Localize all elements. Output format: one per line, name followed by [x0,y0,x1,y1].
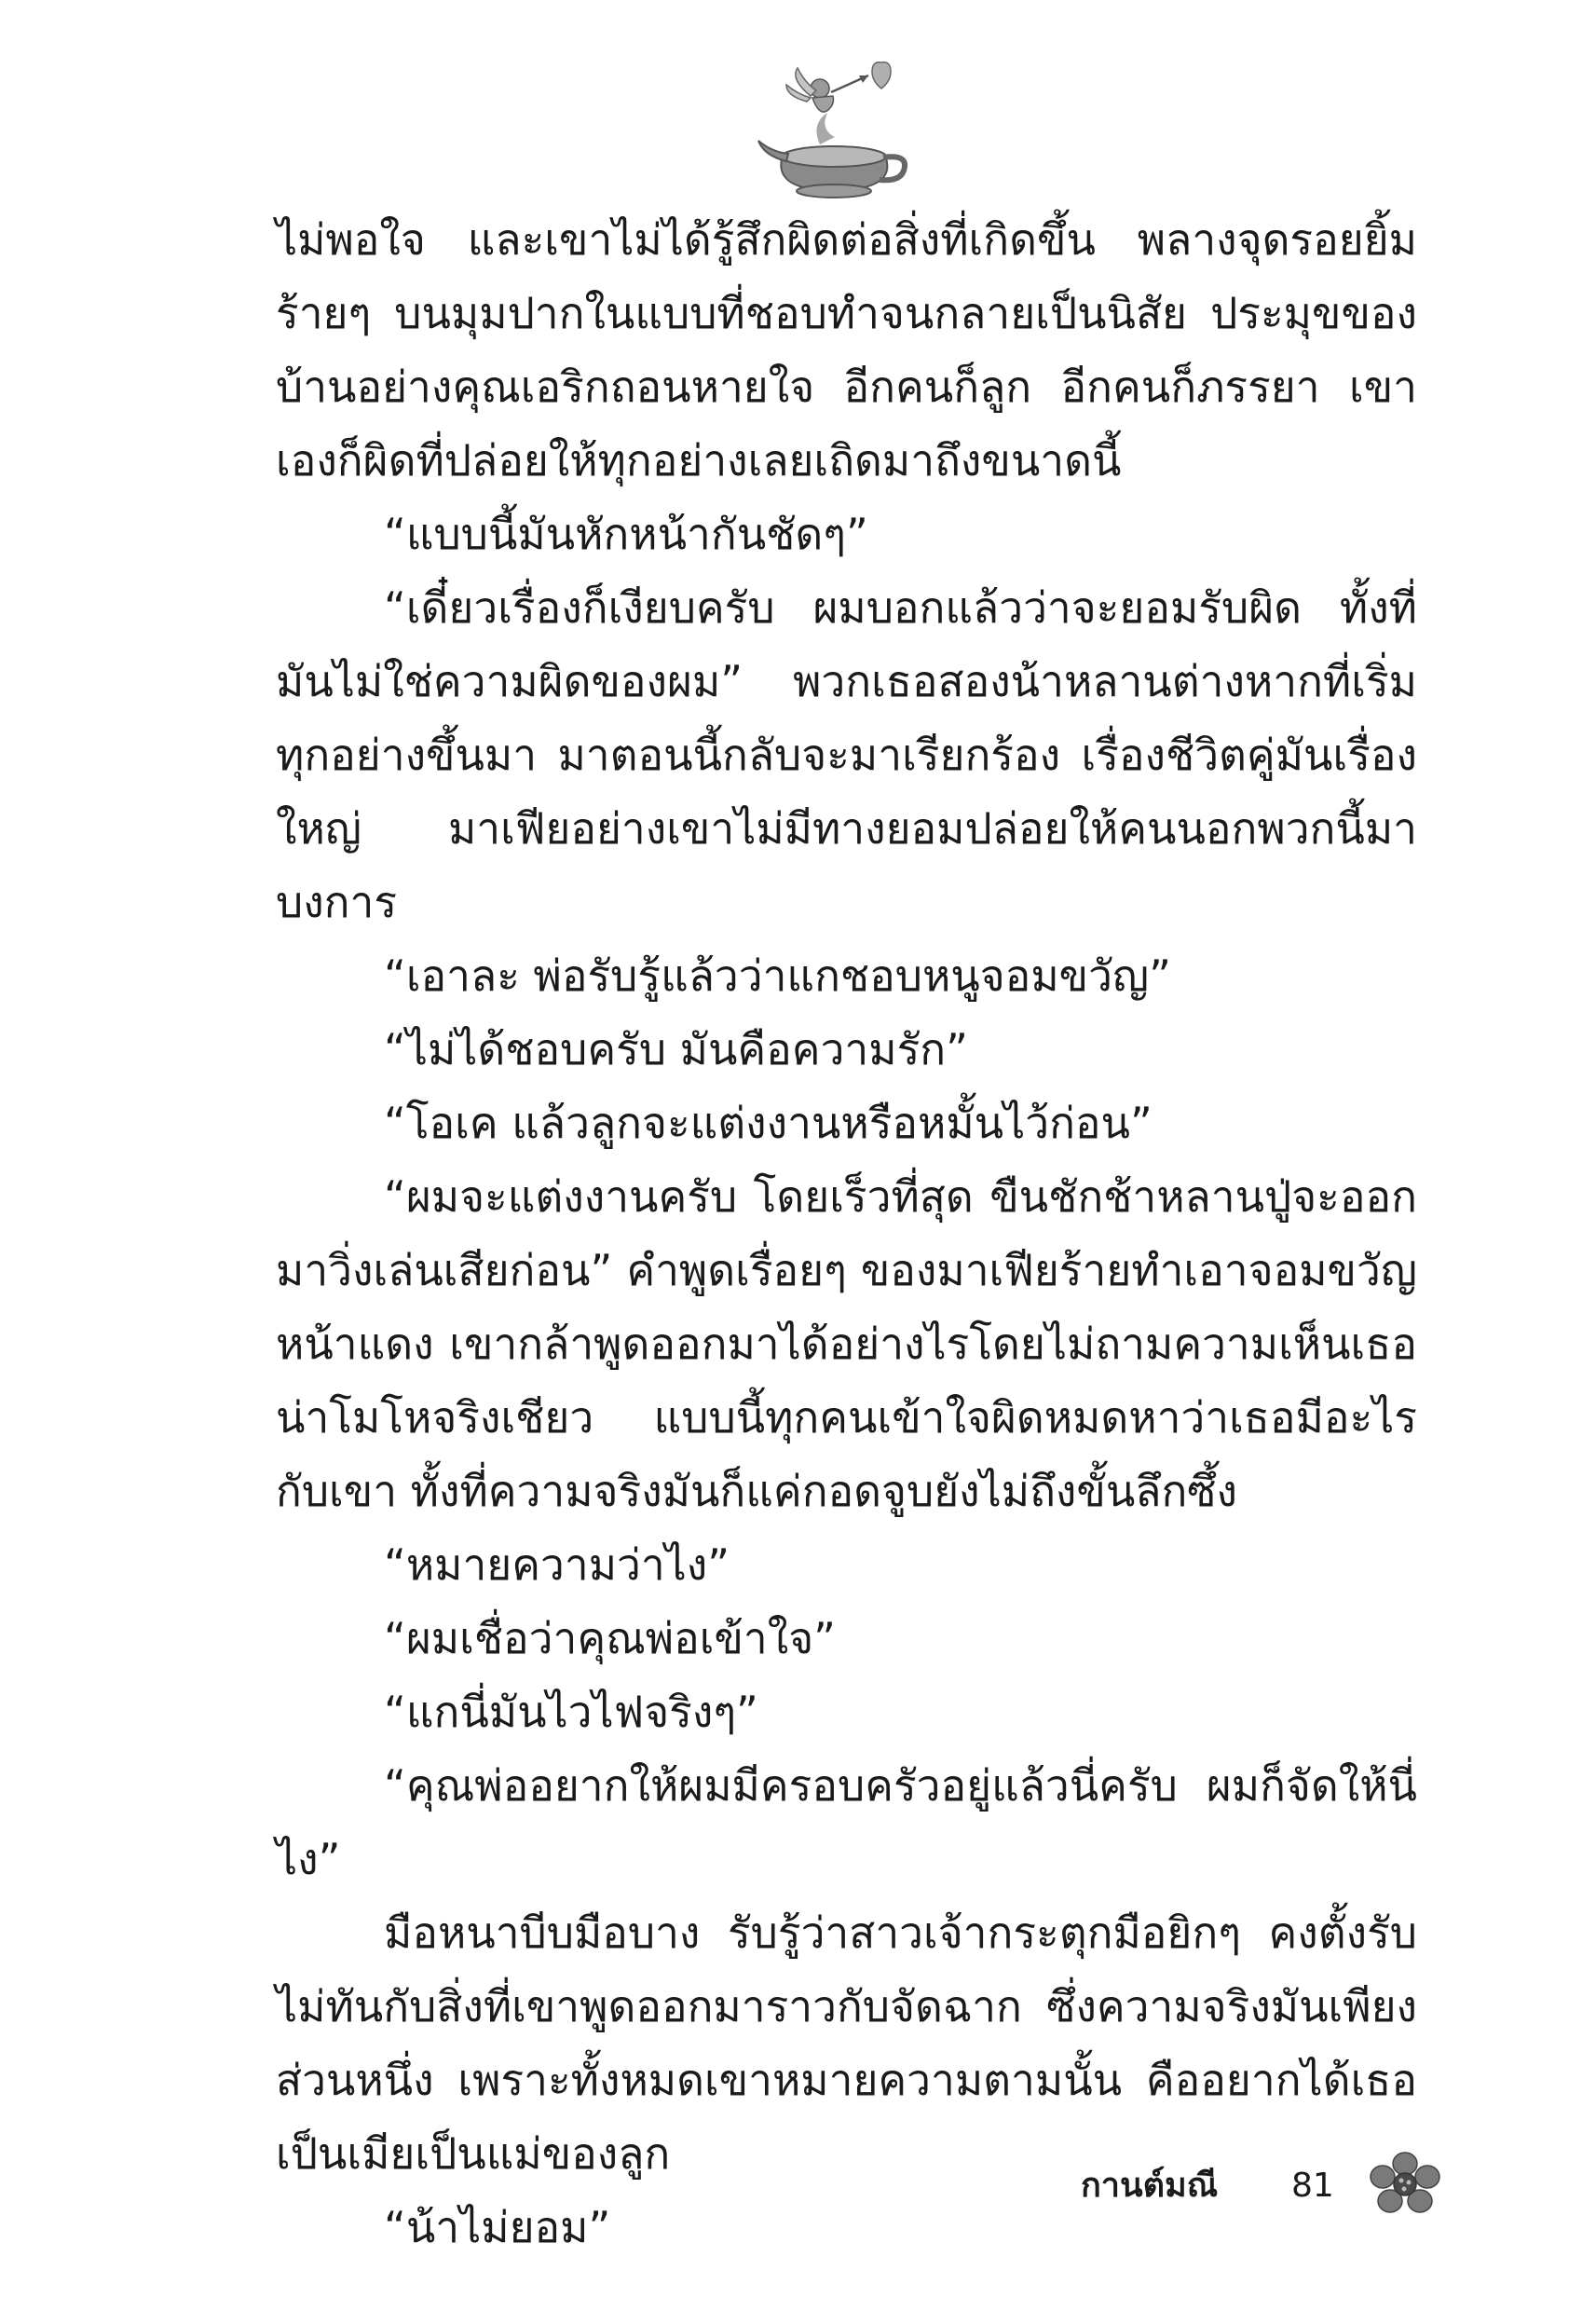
paragraph: “คุณพ่ออยากให้ผมมีครอบครัวอยู่แล้วนี่ครับ ผมก็จัดให้นี่ไง” [276,1760,1417,1884]
paragraph: ไม่พอใจ และเขาไม่ได้รู้สึกผิดต่อสิ่งที่เกิดขึ้น พลางจุดรอยยิ้มร้ายๆ บนมุมปากในแบบที่ชอบทำจนกลายเป็นนิสัย ประมุขของบ้านอย่างคุณเอริกถอนหายใจ อีกคนก็ลูก อีกคนก็ภรรยา เขาเองก็ผิดที่ปล่อยให้ทุกอย่างเลยเถิดมาถึงขนาดนี้ [276,214,1417,485]
paragraph: “เดี๋ยวเรื่องก็เงียบครับ ผมบอกแล้วว่าจะยอมรับผิด ทั้งที่มันไม่ใช่ความผิดของผม” พวกเธอสองน้าหลานต่างหากที่เริ่มทุกอย่างขึ้นมา มาตอนนี้กลับจะมาเรียกร้อง เรื่องชีวิตคู่มันเรื่องใหญ่ มาเฟียอย่างเขาไม่มีทางยอมปล่อยให้คนนอกพวกนี้มาบงการ [276,582,1417,927]
paragraph: “แกนี่มันไวไฟจริงๆ” [384,1687,758,1737]
paragraph: มือหนาบีบมือบาง รับรู้ว่าสาวเจ้ากระตุกมือยิกๆ คงตั้งรับไม่ทันกับสิ่งที่เขาพูดออกมาราวกับจัดฉาก ซึ่งความจริงมันเพียงส่วนหนึ่ง เพราะทั้งหมดเขาหมายความตามนั้น คืออยากได้เธอเป็นเมียเป็นแม่ของลูก [276,1908,1417,2179]
paragraph: “โอเค แล้วลูกจะแต่งงานหรือหมั้นไว้ก่อน” [384,1098,1153,1148]
paragraph: “เอาละ พ่อรับรู้แล้วว่าแกชอบหนูจอมขวัญ” [384,950,1171,1001]
paragraph: “ผมเชื่อว่าคุณพ่อเข้าใจ” [384,1613,836,1663]
paragraph: “ไม่ได้ชอบครับ มันคือความรัก” [384,1024,968,1074]
page-number: 81 [1291,2167,1334,2205]
paragraph: “ผมจะแต่งงานครับ โดยเร็วที่สุด ขืนชักช้าหลานปู่จะออกมาวิ่งเล่นเสียก่อน” คำพูดเรื่อยๆ ของมาเฟียร้ายทำเอาจอมขวัญหน้าแดง เขากล้าพูดออกมาได้อย่างไรโดยไม่ถามความเห็นเธอ น่าโมโหจริงเชียว แบบนี้ทุกคนเข้าใจผิดหมดหาว่าเธอมีอะไรกับเขา ทั้งที่ความจริงมันก็แค่กอดจูบยังไม่ถึงขั้นลึกซึ้ง [276,1171,1417,1516]
paragraph: “น้าไม่ยอม” [384,2202,611,2252]
paragraph: “หมายความว่าไง” [384,1539,730,1590]
page-footer [1081,2158,1472,2233]
paragraph: “แบบนี้มันหักหน้ากันชัดๆ” [384,509,868,559]
cupid-teapot-icon [755,51,913,205]
body-text [276,203,1417,2264]
author-name: กานต์มณี [1081,2167,1219,2205]
flower-icon [1368,2151,1442,2218]
